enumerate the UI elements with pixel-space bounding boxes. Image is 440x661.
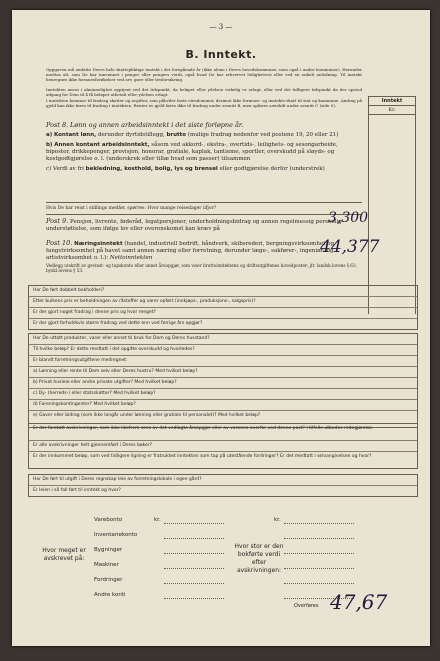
question-row: d) Foreningskontingenter? Med hvilket beløp? xyxy=(29,400,417,411)
question-row: Til hvilke beløp? Er dette medtatt i det opgitte overskudd og hvorledes? xyxy=(29,345,417,356)
question-row: c) Dy- (herreds-) eller statsskatter? Med hvilket beløp? xyxy=(29,389,417,400)
post-8-a: a) Kontant lønn, derunder dyrtidstillegg, brutto (mulige fradrag nedenfor ved postene 19, 20 eller 21) xyxy=(46,132,339,138)
intro-paragraph-3: I inntekten kommer til fradrag skatter og avgifter, som påhviler faste eiendommer, derimot ikke formues- og inntekts-skatt til stat og kommune. Andrag på gjeld kan ikke føres til fradrag i inntekten. Renter av gjeld føres ikke til fradrag under avsnitt B, men opføres særskilt under avsnitt C (side 5). xyxy=(46,98,362,108)
business-questions-table xyxy=(28,285,418,330)
depreciation-right-label: Hvor stor er den bokførte verdi efter avskrivningen: xyxy=(234,543,284,574)
question-row: Er leien i så fall ført til inntekt og hvor? xyxy=(33,488,121,493)
intro-paragraph-1: Oppgaven må omfatte Deres hele skattepliktige inntekt i det foregående år (ikke alene i Deres hovedskommune, men også i andre kommuner). Herunder medtas alt, som De har innvunnet i penger eller pengers verdi, også hvad De har erhvervet leilighetsvis eller ved en enkelt anledning. Til inntekt henregnes ikke formuesforøkelser ved arv, gave eller livsforsikring. xyxy=(46,67,362,82)
carry-forward-total: 47,67 xyxy=(330,590,388,614)
income-column-header: Inntekt xyxy=(369,96,415,106)
valuation-field[interactable] xyxy=(164,523,224,524)
valuation-item: Bygninger xyxy=(94,547,123,553)
valuation-item: Fordringer xyxy=(94,577,123,583)
income-column xyxy=(368,96,416,314)
book-value-field[interactable] xyxy=(284,538,354,539)
valuation-item: Maskiner xyxy=(94,562,119,568)
post-10: Post 10. Næringsinntekt (handel, industriell bedrift, håndverk, skibsrederi, bergningsvirksomhet og fangstvirksomhet på havet samt annen næring eller forretning, derunder læge-, sakfører-, ingeniør- og artistvirksomhet o. l.): Nettoinntekten Vedlegg utskrift av gevinst- og tapskonto eller annet årsopgjør, som viser bruttoinntektens og driftsutgiftenes hovedposter; jfr. landsk.lovens § 63, byskl.lovens § 53. xyxy=(46,239,357,273)
question-row: e) Gaver eller bidrag (som ikke longår under lønning eller gratiale til personalet)? Med hvilket beløp? xyxy=(33,413,261,418)
valuation-field[interactable] xyxy=(164,583,224,584)
question-row: b) Privat husleie eller andre private utgifter? Med hvilket beløp? xyxy=(29,378,417,389)
question-row: Er der innkommet beløp, som ved tidligere ligning er fratrukket inntekten som tap på utestående fordringer? Er det medtatt i selvangivelsen og hvor? xyxy=(33,454,372,459)
valuation-item: Andre konti xyxy=(94,592,126,598)
kr-label: kr. xyxy=(154,517,161,523)
question-row: Har De ført til utgift i Deres regnskap leie av forretningslokale i egen gård? xyxy=(29,475,417,486)
post-9-amount: 3,300 xyxy=(328,210,369,226)
divider xyxy=(46,214,362,215)
rent-questions-table xyxy=(28,474,418,497)
income-column-unit: Kr. xyxy=(369,106,415,115)
depreciation-left-label: Hvor meget er avskrevet på: xyxy=(42,547,86,562)
travel-days-question: Hvis De har reist i stillings medfør, spørres: Hvor mange reisedager iifjor? xyxy=(46,206,217,211)
book-value-field[interactable] xyxy=(284,568,354,569)
question-row: Har De uttatt produkter, varer eller annet til bruk for Dem og Deres husstand? xyxy=(29,334,417,345)
question-row: Er der foretatt avskrivninger, som ikke likefrem sees av det vedlagte årsopgjør eller av vareene overfor ved denne post? I tilfelle utbedes redegjørelse. xyxy=(29,424,417,441)
withdrawals-questions-table xyxy=(28,333,418,428)
valuation-item: Varebonto xyxy=(94,517,123,523)
valuation-field[interactable] xyxy=(164,568,224,569)
valuation-field[interactable] xyxy=(164,538,224,539)
valuation-field[interactable] xyxy=(164,598,224,599)
question-row: Har De ført dobbelt bokholderi? xyxy=(29,286,417,297)
question-row: Er der gjort noget fradrag i denne pris og hvor meget? xyxy=(29,308,417,319)
question-row: Er blandt forretningsutgiftene medregnet: xyxy=(29,356,417,367)
intro-paragraph-2: Inntekten anses i alminnelighet opptjent ved det tidspunkt, da beløpet eller ydelsen virkelig er erlagt, eller ved det tidligere tidspunkt da der opstod adgang for Dem til å få beløpet utbetalt eller ydelsen erlagt. xyxy=(46,87,362,97)
book-value-field[interactable] xyxy=(284,553,354,554)
book-value-field[interactable] xyxy=(284,523,354,524)
post-9: Post 9. Pensjon, livrente, føderåd, legatporsjoner, underholdningsbidrag og annen regelmessig personlig understøttelse, som ifølge lov eller overenskomst kan kræv på xyxy=(46,217,342,232)
post-8-c: c) Verdi av fri bekledning, kosthold, bolig, lys og brensel eller godtgjørelse derfor (understrek) xyxy=(46,166,325,172)
book-value-field[interactable] xyxy=(284,583,354,584)
depreciation-questions-table xyxy=(28,423,418,469)
question-row: Er der gjort forholdsvis større fradrag ved dette enn ved forrige års opgjør? xyxy=(33,321,203,326)
question-row: Er alle avskrivninger helt gjennemført i Deres bøker? xyxy=(29,441,417,452)
kr-label: kr. xyxy=(274,517,281,523)
post-8: Post 8. Lønn og annen arbeidsinntekt i det siste forløpne år. a) Kontant lønn, derunder dyrtidstillegg, brutto (mulige fradrag nedenfor ved postene 19, 20 eller 21) b) Annen kontant arbeidsinntekt, såsom ved akkord-, ekstra-, overtids-, leilighets- og sesongarbeide, biposter, drikkepenger, provisjon, honorar, gratiale, kaplak, tantieme, sportler, overskudd på sløyds- og kostgodtgjørelse o. l. (underskrek eller tillæ hvad som passer) tilsammen c) Verdi av fri bekledning, kosthold, bolig, lys og brensel eller godtgjørelse derfor (understrek) xyxy=(46,122,362,173)
question-row: a) Lønning eller rente til Dem selv eller Deres hustru? Med hvilket beløp? xyxy=(29,367,417,378)
post-10-amount: 44,377 xyxy=(320,237,380,257)
carry-forward-label: Overføres xyxy=(294,603,319,609)
question-row: Etter bulkens pris er beholdningen av råstoffer og varer opført (innkjøps-, produksjons-, salgspris)? xyxy=(29,297,417,308)
form-page xyxy=(12,10,430,646)
divider xyxy=(46,202,362,203)
post-8-b: b) Annen kontant arbeidsinntekt, såsom ved akkord-, ekstra-, overtids-, leilighets- og sesongarbeide, biposter, drikkepenger, provisjon, honorar, gratiale, kaplak, tantieme, sportler, overskudd på sløyds- og kostgodtgjørelse o. l. (underskrek eller tillæ hvad som passer) tilsammen xyxy=(46,142,338,162)
page-title: B. Inntekt. xyxy=(185,48,257,61)
valuation-field[interactable] xyxy=(164,553,224,554)
valuation-item: Inventariekonto xyxy=(94,532,138,538)
depreciation-section xyxy=(42,517,416,633)
page-number: — 3 — xyxy=(209,23,233,31)
